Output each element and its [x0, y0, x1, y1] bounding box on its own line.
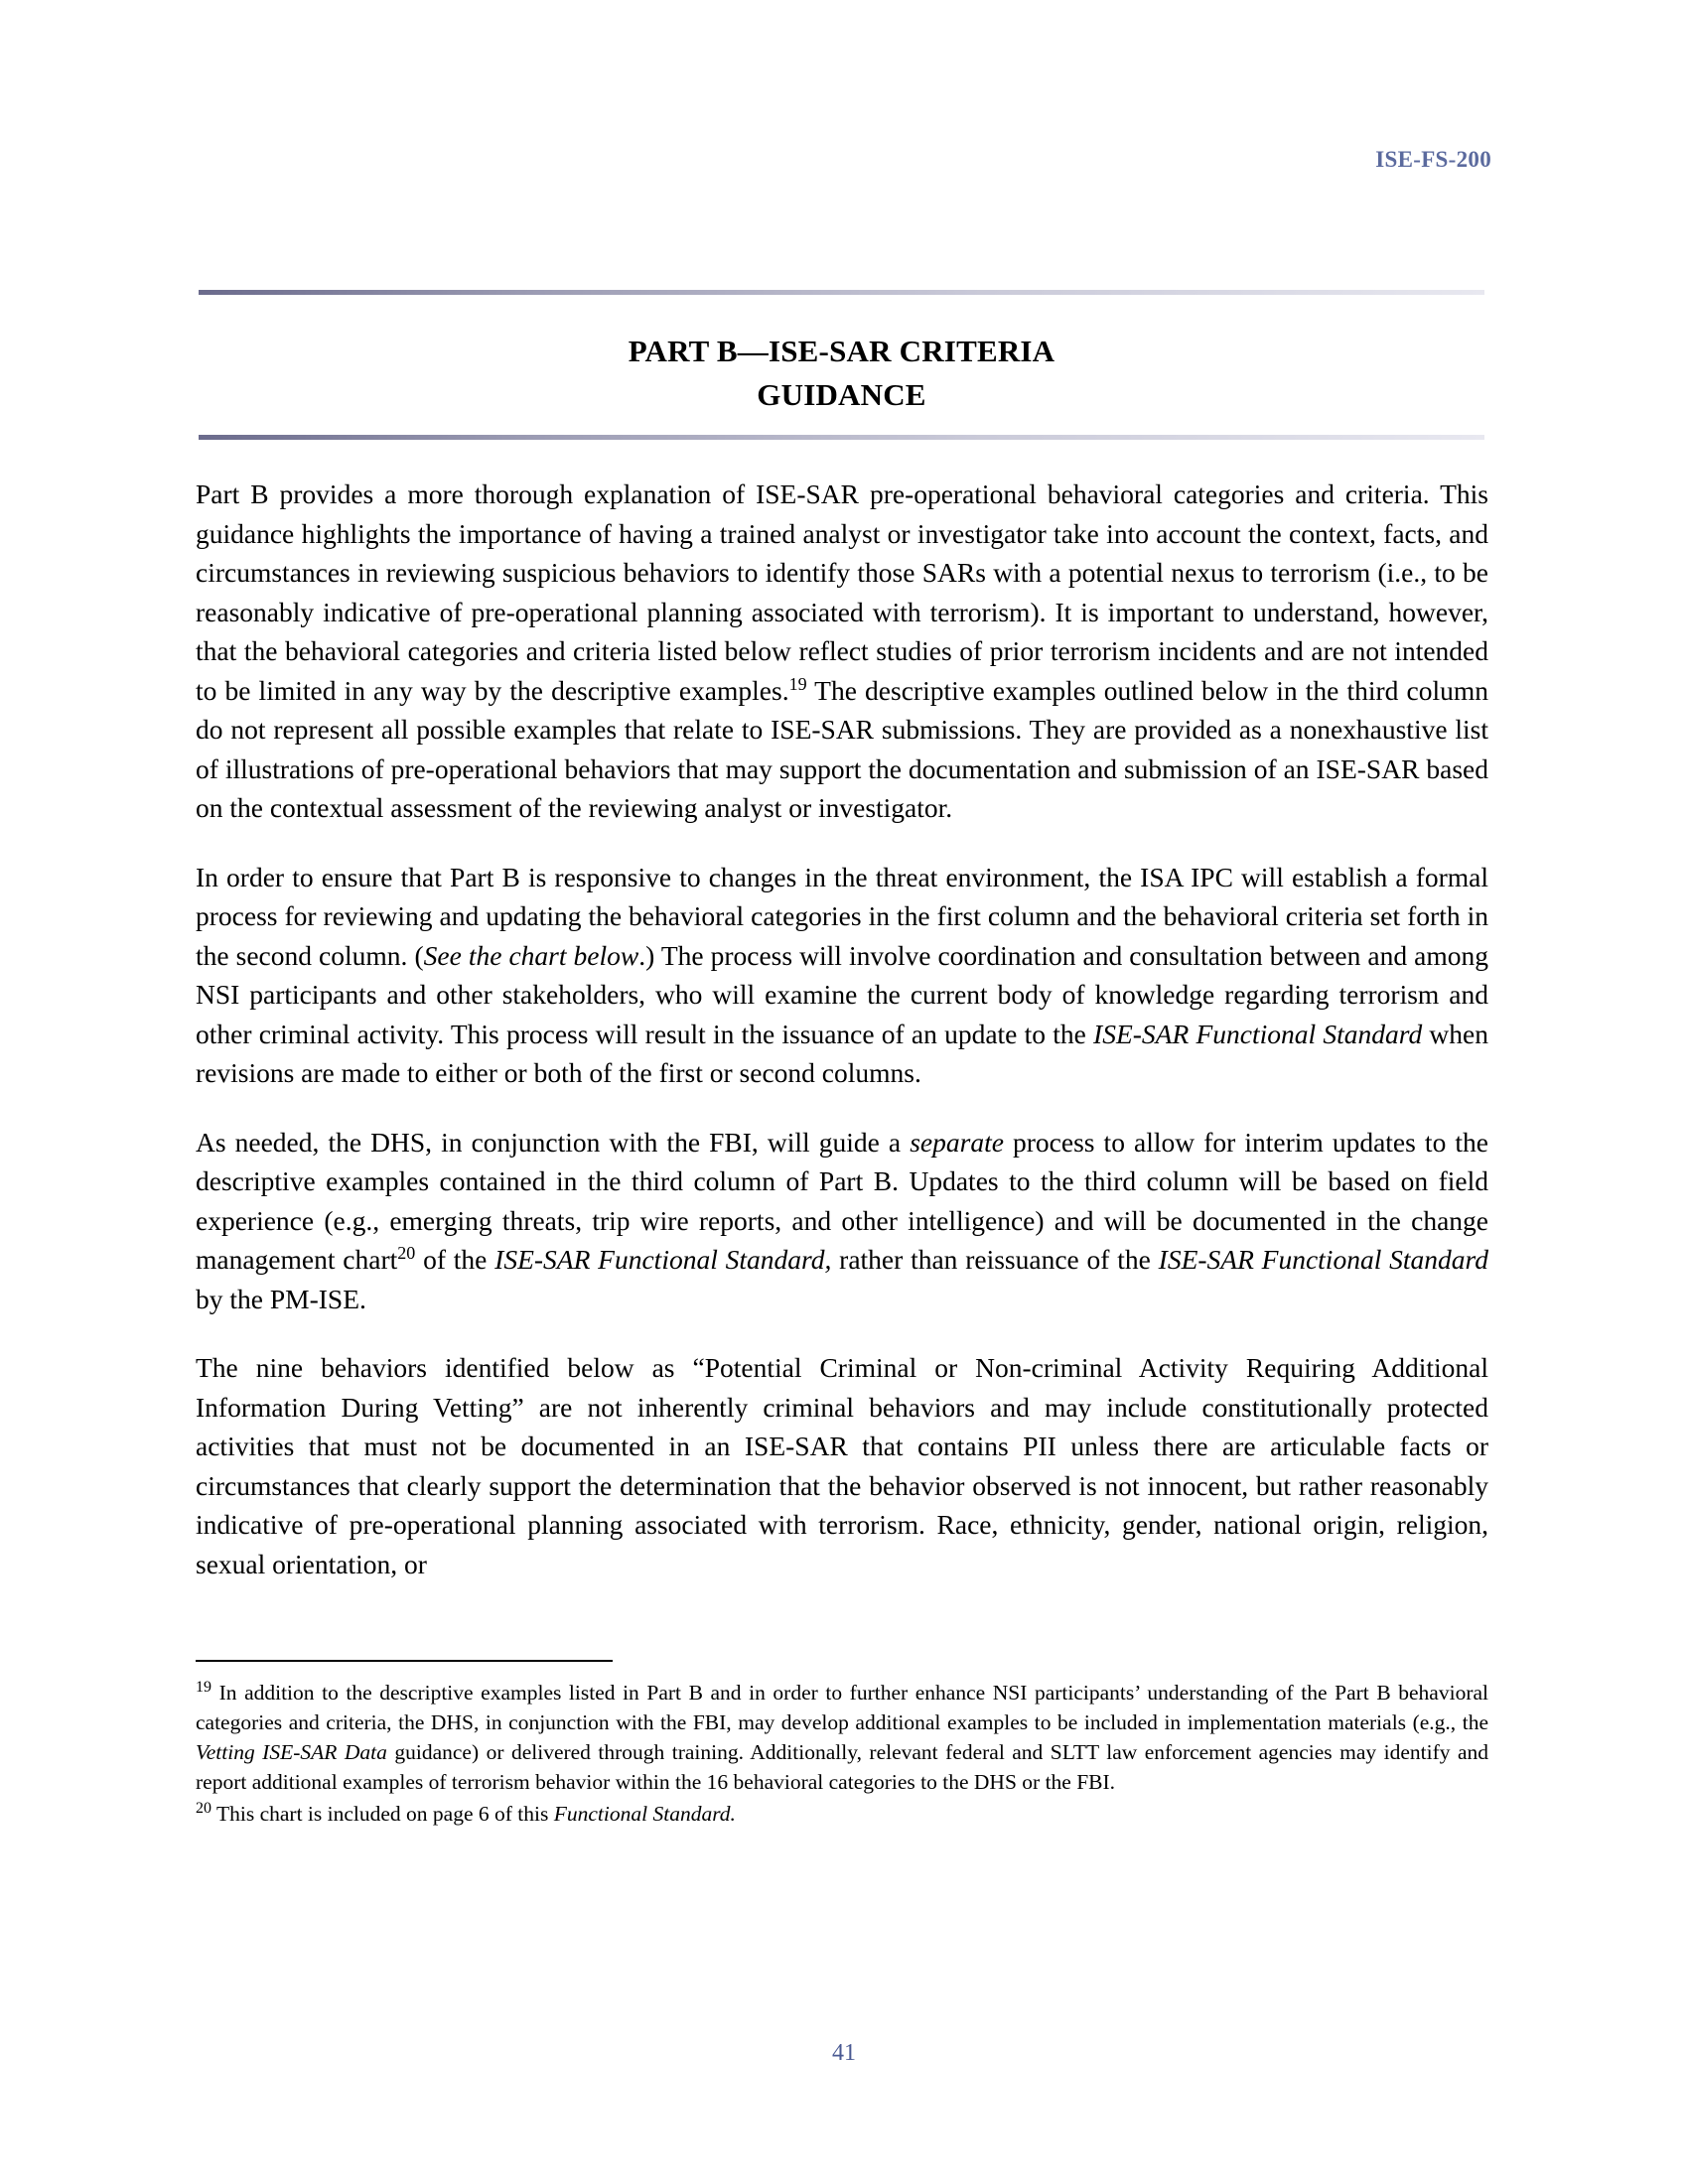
- footnote-separator: [196, 1660, 613, 1662]
- page-title-line-2: GUIDANCE: [757, 377, 926, 412]
- document-id-header: ISE-FS-200: [1375, 147, 1491, 172]
- paragraph-3-italic-3: ISE-SAR Functional Standard: [1158, 1244, 1488, 1275]
- paragraph-2-italic-1: See the chart below: [423, 939, 639, 971]
- footnote-20-text-a: This chart is included on page 6 of this: [211, 1802, 554, 1826]
- paragraph-3-text-e: by the PM-ISE.: [196, 1283, 366, 1314]
- paragraph-3-italic-2: ISE-SAR Functional Standard,: [494, 1244, 832, 1275]
- paragraph-3-text-d: rather than reissuance of the: [831, 1244, 1159, 1275]
- footnote-ref-19: 19: [788, 673, 807, 694]
- page-number: 41: [832, 2040, 856, 2066]
- paragraph-3-text-b: process to allow for interim updates to the descriptive examples contained in the third column of Part B. Updates to the third column will be based on field experience (e.g., emerging threats, trip wire reports, and other intelligence) and will be documented in the change management chart: [196, 1126, 1488, 1275]
- paragraph-3-italic-1: separate: [910, 1126, 1004, 1158]
- footnote-19-italic: Vetting ISE-SAR Data: [196, 1740, 387, 1764]
- body-text: [196, 475, 1488, 1583]
- footnote-19-text-b: guidance) or delivered through training. Additionally, relevant federal and SLTT law enforcement agencies may identify and report additional examples of terrorism behavior within the 16 behavioral categories to the DHS or the FBI.: [196, 1740, 1488, 1794]
- paragraph-2-italic-2: ISE-SAR Functional Standard: [1093, 1018, 1423, 1049]
- title-rule-top: [199, 290, 1484, 295]
- footnote-20-italic: Functional Standard.: [553, 1802, 736, 1826]
- paragraph-1: [196, 475, 1488, 828]
- title-rule-bottom: [199, 435, 1484, 440]
- footnote-20-marker: 20: [196, 1799, 211, 1817]
- paragraph-1-text-a: Part B provides a more thorough explanation of ISE-SAR pre-operational behavioral categories and criteria. This guidance highlights the importance of having a trained analyst or investigator take into account the context, facts, and circumstances in reviewing suspicious behaviors to identify those SARs with a potential nexus to terrorism (i.e., to be reasonably indicative of pre-operational planning associated with terrorism). It is important to understand, however, that the behavioral categories and criteria listed below reflect studies of prior terrorism incidents and are not intended to be limited in any way by the descriptive examples.: [196, 478, 1488, 706]
- footnote-19: [196, 1678, 1488, 1797]
- footnote-20: [196, 1799, 1488, 1829]
- page-title: [199, 330, 1484, 417]
- paragraph-3: [196, 1123, 1488, 1319]
- footnote-ref-20: 20: [397, 1242, 416, 1263]
- paragraph-3-text-a: As needed, the DHS, in conjunction with the FBI, will guide a: [196, 1126, 911, 1158]
- footnotes-area: [196, 1678, 1488, 1831]
- paragraph-2-text-b: .) The process will involve coordination and consultation between and among NSI participants and other stakeholders, who will examine the current body of knowledge regarding terrorism and other criminal activity. This process will result in the issuance of an update to the: [196, 939, 1488, 1049]
- footnote-19-marker: 19: [196, 1678, 211, 1696]
- paragraph-4: The nine behaviors identified below as “Potential Criminal or Non-criminal Activity Requiring Additional Information During Vetting” are not inherently criminal behaviors and may include constitutionally protected activities that must not be documented in an ISE-SAR that contains PII unless there are articulable facts or circumstances that clearly support the determination that the behavior observed is not innocent, but rather reasonably indicative of pre-operational planning associated with terrorism. Race, ethnicity, gender, national origin, religion, sexual orientation, or: [196, 1352, 1488, 1579]
- paragraph-2-text-c: when revisions are made to either or both of the first or second columns.: [196, 1018, 1488, 1088]
- paragraph-2-text-a: In order to ensure that Part B is responsive to changes in the threat environment, the ISA IPC will establish a formal process for reviewing and updating the behavioral categories in the first column and the behavioral criteria set forth in the second column. (: [196, 861, 1488, 971]
- paragraph-1-text-b: The descriptive examples outlined below in the third column do not represent all possible examples that relate to ISE-SAR submissions. They are provided as a nonexhaustive list of illustrations of pre-operational behaviors that may support the documentation and submission of an ISE-SAR based on the contextual assessment of the reviewing analyst or investigator.: [196, 674, 1489, 823]
- paragraph-3-text-c: of the: [415, 1244, 495, 1275]
- paragraph-2: [196, 858, 1488, 1093]
- page-title-line-1: PART B—ISE-SAR CRITERIA: [628, 334, 1055, 368]
- footnote-19-text-a: In addition to the descriptive examples listed in Part B and in order to further enhance NSI participants’ understanding of the Part B behavioral categories and criteria, the DHS, in conjunction with the FBI, may develop additional examples to be included in implementation materials (e.g., the: [196, 1681, 1488, 1734]
